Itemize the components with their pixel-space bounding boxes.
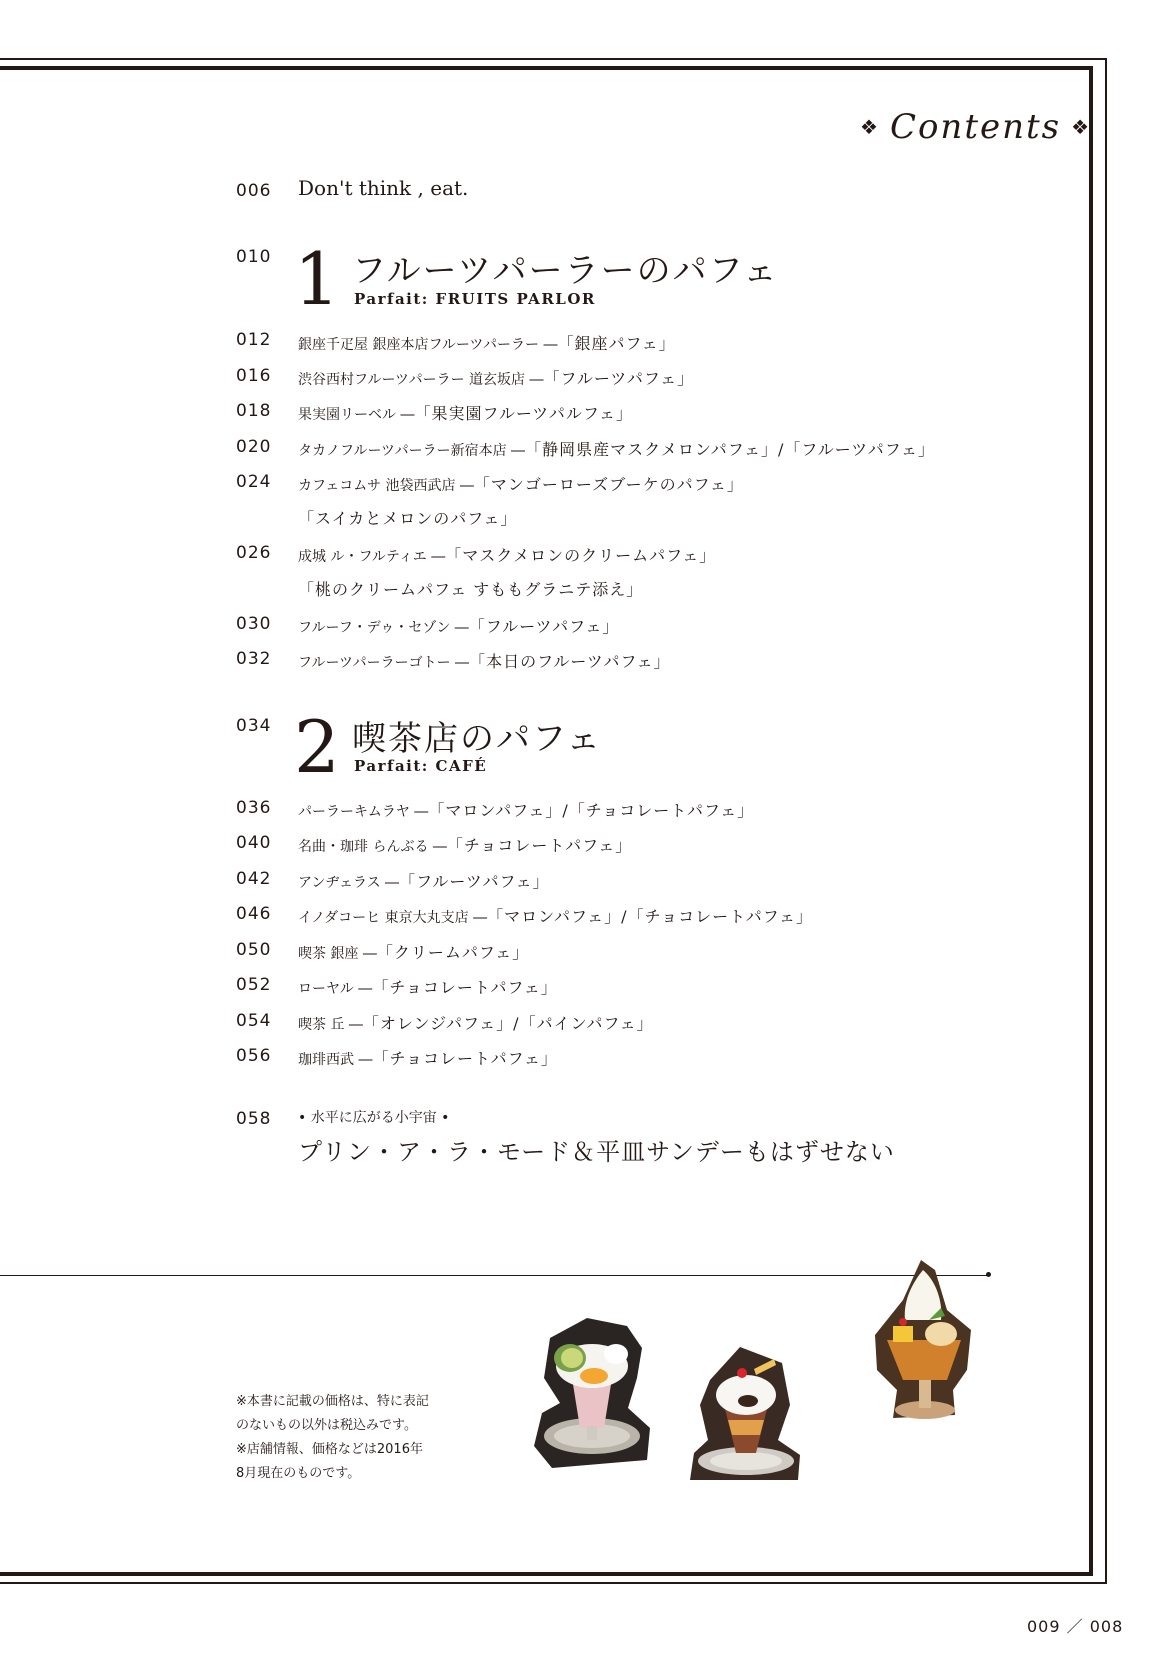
menu-items: 「静岡県産マスクメロンパフェ」/「フルーツパフェ」 [525, 440, 935, 459]
toc-entry[interactable] [298, 649, 671, 672]
toc-page-number[interactable]: 046 [236, 904, 272, 924]
shop-name: 銀座千疋屋 銀座本店フルーツパーラー ― [298, 337, 558, 353]
menu-items: 「マスクメロンのクリームパフェ」 [445, 546, 717, 565]
toc-entry[interactable] [298, 543, 716, 566]
page-folio: 009 ／ 008 [1027, 1617, 1124, 1636]
toc-page-number[interactable]: 036 [236, 798, 272, 818]
toc-entry[interactable] [298, 833, 632, 856]
chapter-2-number: 2 [294, 705, 340, 789]
chapter-1-page[interactable]: 010 [236, 247, 272, 267]
shop-name: タカノフルーツパーラー新宿本店 ― [298, 443, 526, 459]
contents-title: Contents [889, 107, 1062, 147]
note-line: のないもの以外は税込みです。 [236, 1418, 417, 1433]
note-line: ※本書に記載の価格は、特に表記 [236, 1394, 429, 1409]
toc-entry[interactable] [298, 904, 813, 927]
divider-dot [986, 1272, 991, 1277]
toc-page-number[interactable]: 018 [236, 401, 272, 421]
note-line: ※店舗情報、価格などは2016年 [236, 1442, 423, 1457]
menu-items: 「オレンジパフェ」/「パインパフェ」 [362, 1014, 654, 1033]
toc-entry-continued[interactable]: 「スイカとメロンのパフェ」 [298, 509, 518, 528]
shop-name: 成城 ル・フルティエ ― [298, 549, 446, 565]
toc-entry[interactable] [298, 614, 619, 637]
toc-page-number[interactable]: 052 [236, 975, 272, 995]
toc-entry[interactable] [298, 975, 558, 998]
divider-line [0, 1275, 990, 1276]
toc-entry[interactable] [298, 798, 754, 821]
shop-name: フルーフ・デゥ・セゾン ― [298, 620, 469, 636]
toc-page-number[interactable]: 056 [236, 1046, 272, 1066]
toc-page-number[interactable]: 020 [236, 437, 272, 457]
toc-entry[interactable] [298, 401, 633, 424]
intro-title[interactable]: Don't think , eat. [298, 176, 469, 200]
price-note [236, 1390, 429, 1486]
chapter-2-page[interactable]: 034 [236, 716, 272, 736]
toc-entry[interactable] [298, 437, 935, 460]
toc-page-number[interactable]: 032 [236, 649, 272, 669]
toc-entry[interactable] [298, 472, 744, 495]
intro-page[interactable]: 006 [236, 181, 272, 201]
special-title[interactable]: プリン・ア・ラ・モード＆平皿サンデーもはずせない [298, 1138, 895, 1166]
menu-items: 「フルーツパフェ」 [399, 872, 550, 891]
shop-name: 喫茶 銀座 ― [298, 946, 377, 962]
special-label: • 水平に広がる小宇宙 • [298, 1110, 450, 1126]
parfait-photo-chocolate [690, 1345, 800, 1480]
chapter-1-number: 1 [294, 237, 340, 321]
chapter-1-title[interactable]: フルーツパーラーのパフェ [352, 251, 779, 291]
note-line: 8月現在のものです。 [236, 1466, 361, 1481]
toc-page-number[interactable]: 040 [236, 833, 272, 853]
toc-page-number[interactable]: 024 [236, 472, 272, 492]
menu-items: 「チョコレートパフェ」 [372, 978, 558, 997]
menu-items: 「果実園フルーツパルフェ」 [414, 404, 634, 423]
menu-items: 「マロンパフェ」/「チョコレートパフェ」 [487, 907, 813, 926]
menu-items: 「マンゴーローズブーケのパフェ」 [473, 475, 744, 494]
chapter-2-subtitle: Parfait: CAFÉ [354, 757, 488, 775]
toc-page-number[interactable]: 030 [236, 614, 272, 634]
toc-entry[interactable] [298, 331, 676, 354]
toc-page-number[interactable]: 026 [236, 543, 272, 563]
toc-entry[interactable] [298, 366, 694, 389]
shop-name: ローヤル ― [298, 981, 373, 997]
shop-name: イノダコーヒ 東京大丸支店 ― [298, 910, 488, 926]
ornament-right-icon: ❖ [1071, 115, 1092, 139]
contents-heading [850, 107, 1101, 147]
menu-items: 「マロンパフェ」/「チョコレートパフェ」 [428, 801, 755, 820]
menu-items: 「フルーツパフェ」 [468, 617, 620, 636]
toc-entry-continued[interactable]: 「桃のクリームパフェ すももグラニテ添え」 [298, 580, 644, 599]
toc-entry[interactable] [298, 940, 529, 963]
chapter-2-title[interactable]: 喫茶店のパフェ [352, 719, 603, 759]
shop-name: カフェコムサ 池袋西武店 ― [298, 478, 474, 494]
shop-name: 珈琲西武 ― [298, 1052, 373, 1068]
menu-items: 「銀座パフェ」 [557, 334, 676, 353]
toc-entry[interactable] [298, 869, 550, 892]
menu-items: 「チョコレートパフェ」 [372, 1049, 558, 1068]
toc-page-number[interactable]: 012 [236, 330, 272, 350]
shop-name: 名曲・珈琲 らんぶる ― [298, 839, 447, 855]
special-page[interactable]: 058 [236, 1109, 272, 1129]
shop-name: 渋谷西村フルーツパーラー 道玄坂店 ― [298, 372, 544, 388]
shop-name: 果実園リーベル ― [298, 407, 415, 423]
shop-name: フルーツパーラーゴトー ― [298, 655, 470, 671]
toc-page-number[interactable]: 042 [236, 869, 272, 889]
shop-name: アンヂェラス ― [298, 875, 400, 891]
parfait-photo-melon [532, 1318, 652, 1468]
menu-items: 「クリームパフェ」 [376, 943, 530, 962]
toc-entry[interactable] [298, 1011, 654, 1034]
ornament-left-icon: ❖ [860, 115, 880, 139]
toc-page-number[interactable]: 054 [236, 1011, 272, 1031]
toc-page-number[interactable]: 016 [236, 366, 272, 386]
menu-items: 「本日のフルーツパフェ」 [469, 652, 671, 671]
toc-entry[interactable] [298, 1046, 558, 1069]
shop-name: 喫茶 丘 ― [298, 1017, 363, 1033]
menu-items: 「チョコレートパフェ」 [446, 836, 633, 855]
shop-name: パーラーキムラヤ ― [298, 804, 429, 820]
parfait-photo-softserve [873, 1260, 973, 1420]
menu-items: 「フルーツパフェ」 [543, 369, 695, 388]
chapter-1-subtitle: Parfait: FRUITS PARLOR [354, 290, 596, 308]
toc-page-number[interactable]: 050 [236, 940, 272, 960]
